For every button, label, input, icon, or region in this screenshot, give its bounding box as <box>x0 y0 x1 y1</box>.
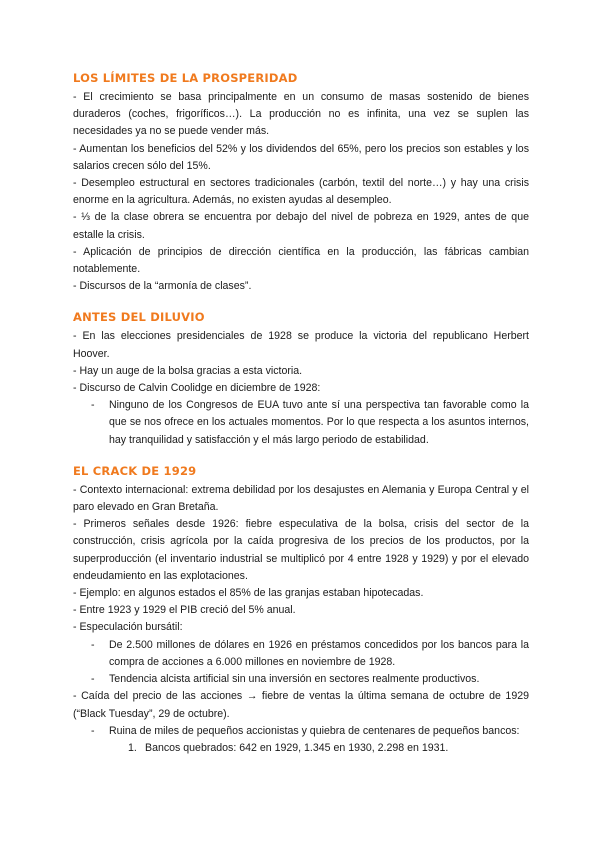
paragraph: - Entre 1923 y 1929 el PIB creció del 5% anual. <box>73 604 296 617</box>
paragraph: - Contexto internacional: extrema debilidad por los desajustes en Alemania y Europa Central y el paro elevado en Gran Bretaña. <box>73 483 529 514</box>
numbered-item <box>73 740 529 757</box>
paragraph: - En las elecciones presidenciales de 1928 se produce la victoria del republicano Herbert Hoover. <box>73 330 529 360</box>
paragraph: - Primeros señales desde 1926: fiebre especulativa de la bolsa, crisis del sector de la construcción, crisis agrícola por la caída progresiva de los precios de los productos, por la superproducción (el inventario industrial se multiplicó por 4 entre 1928 y 1929) y por el elevado endeudamiento en las explotaciones. <box>73 518 529 582</box>
section-before-flood <box>73 309 529 448</box>
paragraph: - Caída del precio de las acciones → fiebre de ventas la última semana de octubre de 1929 (“Black Tuesday”, 29 de octubre). <box>73 690 529 720</box>
document-page <box>73 70 529 771</box>
sub-item <box>73 637 529 671</box>
paragraph: - Especulación bursátil: <box>73 621 183 634</box>
paragraph: - Discurso de Calvin Coolidge en diciembre de 1928: <box>73 382 321 395</box>
dash-marker: - <box>91 399 95 412</box>
sub-text: Tendencia alcista artificial sin una inversión en sectores realmente productivos. <box>109 673 480 686</box>
dash-marker: - <box>91 724 95 737</box>
sub-item <box>73 723 529 740</box>
paragraph: - Discursos de la “armonía de clases”. <box>73 280 252 293</box>
section-crack-1929 <box>73 463 529 757</box>
paragraph: - Aumentan los beneficios del 52% y los dividendos del 65%, pero los precios son estables y los salarios crecen sólo del 15%. <box>73 142 529 172</box>
section-heading: ANTES DEL DILUVIO <box>73 310 205 325</box>
section-limits <box>73 70 529 295</box>
paragraph: - El crecimiento se basa principalmente en un consumo de masas sostenido de bienes duraderos (coches, frigoríficos…). La producción no es infinita, una vez se suplen las necesidades ya no se puede vender más. <box>73 91 529 138</box>
paragraph: - Desempleo estructural en sectores tradicionales (carbón, textil del norte…) y hay una crisis enorme en la agricultura. Además, no existen ayudas al desempleo. <box>73 177 529 207</box>
section-heading: EL CRACK DE 1929 <box>73 463 197 478</box>
sub-item <box>73 671 529 688</box>
sub-text: Ruina de miles de pequeños accionistas y quiebra de centenares de pequeños bancos: <box>109 724 520 737</box>
paragraph: - ⅓ de la clase obrera se encuentra por debajo del nivel de pobreza en 1929, antes de que estalle la crisis. <box>73 211 529 241</box>
dash-marker: - <box>91 673 95 686</box>
sub-text: De 2.500 millones de dólares en 1926 en préstamos concedidos por los bancos para la compra de acciones a 6.000 millones en noviembre de 1928. <box>109 638 529 668</box>
dash-marker: - <box>91 638 95 651</box>
paragraph: - Ejemplo: en algunos estados el 85% de las granjas estaban hipotecadas. <box>73 587 424 600</box>
paragraph: - Hay un auge de la bolsa gracias a esta victoria. <box>73 364 303 377</box>
number-marker: 1. <box>128 741 137 754</box>
quote-text: Ninguno de los Congresos de EUA tuvo ante sí una perspectiva tan favorable como la que se nos ofrece en los actuales momentos. Por lo que respecta a los asuntos internos, hay tranquilidad y satisfacción y el más largo periodo de estabilidad. <box>109 399 529 446</box>
sub-item <box>73 397 529 449</box>
paragraph: - Aplicación de principios de dirección científica en la producción, las fábricas cambian notablemente. <box>73 245 529 276</box>
numbered-text: Bancos quebrados: 642 en 1929, 1.345 en 1930, 2.298 en 1931. <box>145 741 449 754</box>
section-heading: LOS LÍMITES DE LA PROSPERIDAD <box>73 71 298 85</box>
